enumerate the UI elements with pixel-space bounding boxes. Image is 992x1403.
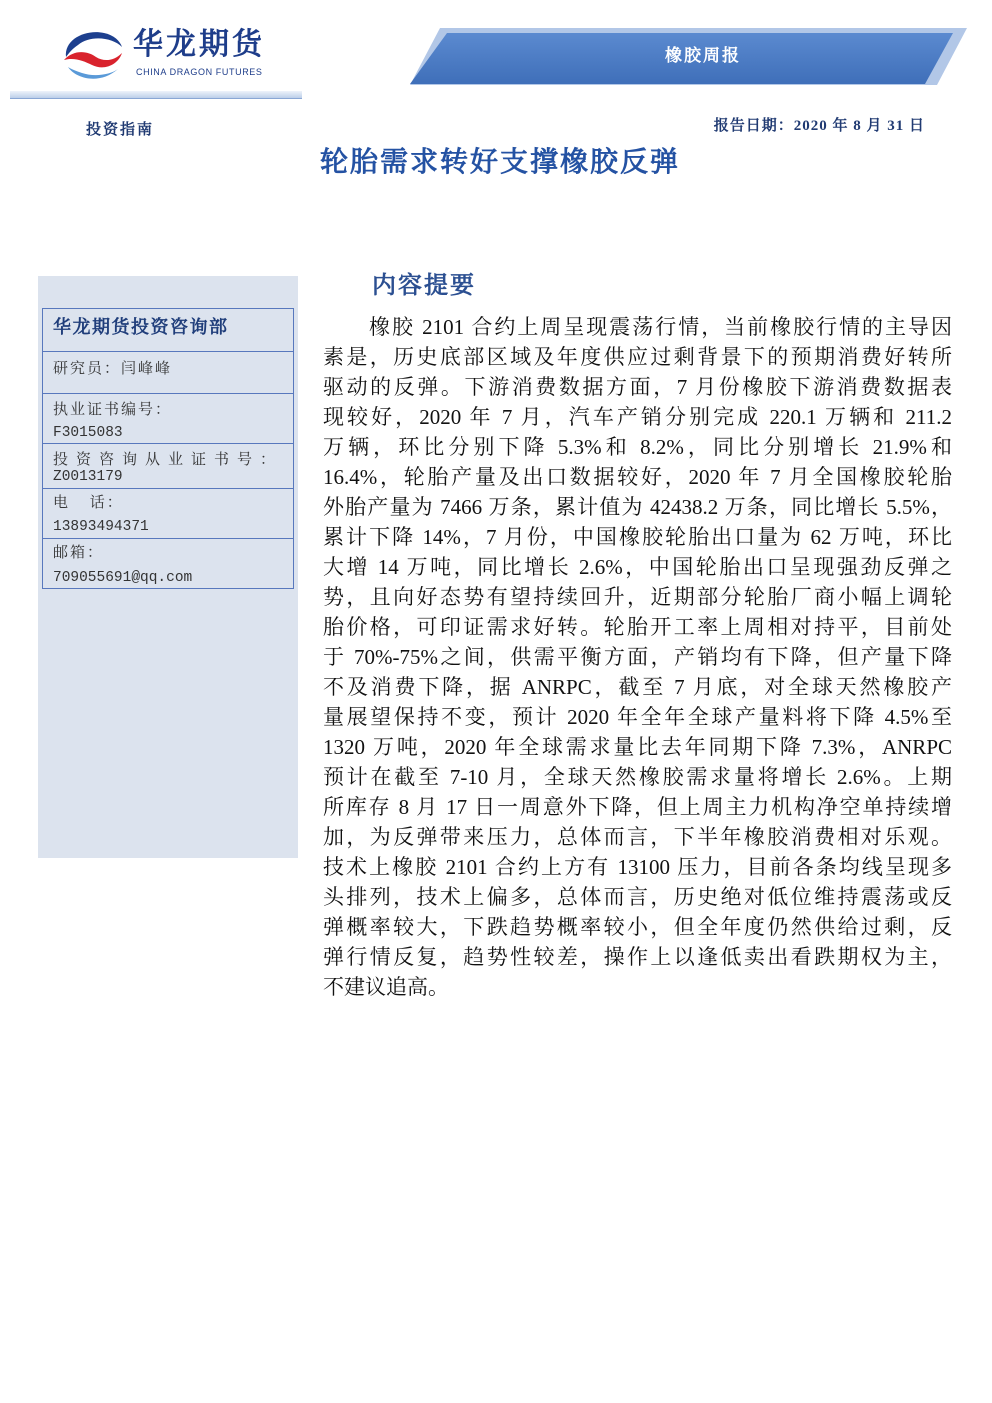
report-title: 轮胎需求转好支撑橡胶反弹 <box>319 147 680 178</box>
email-address: 709055691@qq.com <box>53 570 193 586</box>
summary-line: 于 70%-75%之间，供需平衡方面，产销均有下降，但产量下降 <box>323 645 952 669</box>
logo-red-swoosh <box>64 52 122 67</box>
summary-line: 外胎产量为 7466 万条，累计值为 42438.2 万条，同比增长 5.5%， <box>323 495 952 519</box>
summary-line: 16.4%，轮胎产量及出口数据较好，2020 年 7 月全国橡胶轮胎 <box>323 465 952 489</box>
summary-heading: 内容提要 <box>372 273 476 299</box>
summary-line: 橡胶 2101 合约上周呈现震荡行情，当前橡胶行情的主导因 <box>369 315 952 339</box>
summary-line: 加，为反弹带来压力，总体而言，下半年橡胶消费相对乐观。 <box>323 825 952 849</box>
sidebar-row-department <box>42 308 294 351</box>
summary-line: 1320 万吨，2020 年全球需求量比去年同期下降 7.3%，ANRPC <box>323 735 952 759</box>
summary-line: 弹概率较大，下跌趋势概率较小，但全年度仍然供给过剩，反 <box>323 915 952 939</box>
license-number: F3015083 <box>53 425 123 441</box>
summary-line: 胎价格，可印证需求好转。轮胎开工率上周相对持平，目前处 <box>323 615 952 639</box>
sidebar-row-researcher <box>42 351 294 393</box>
summary-line: 大增 14 万吨，同比增长 2.6%，中国轮胎出口呈现强劲反弹之 <box>323 555 952 579</box>
summary-line: 不及消费下降，据 ANRPC，截至 7 月底，对全球天然橡胶产 <box>323 675 952 699</box>
summary-line: 量展望保持不变，预计 2020 年全年全球产量料将下降 4.5%至 <box>323 705 952 729</box>
license-label: 执业证书编号： <box>53 402 173 418</box>
phone-label: 电 话： <box>53 495 124 511</box>
logo-company-name: 华龙期货 <box>133 28 265 61</box>
summary-line: 素是，历史底部区域及年度供应过剩背景下的预期消费好转所 <box>323 345 952 369</box>
summary-line: 头排列，技术上偏多，总体而言，历史绝对低位维持震荡或反 <box>323 885 952 909</box>
sidebar-row-email <box>42 538 294 589</box>
report-date: 报告日期：2020 年 8 月 31 日 <box>713 118 925 134</box>
advisor-license-number: Z0013179 <box>53 469 123 485</box>
summary-line: 累计下降 14%，7 月份，中国橡胶轮胎出口量为 62 万吨，环比 <box>323 525 952 549</box>
logo-english-name: CHINA DRAGON FUTURES <box>136 67 263 77</box>
summary-line: 势，且向好态势有望持续回升，近期部分轮胎厂商小幅上调轮 <box>323 585 952 609</box>
logo-light-blue-swoosh <box>68 67 118 79</box>
summary-line: 不建议追高。 <box>323 975 449 999</box>
department-name: 华龙期货投资咨询部 <box>53 317 229 337</box>
summary-line: 弹行情反复，趋势性较差，操作上以逢低卖出看跌期权为主， <box>323 945 952 969</box>
phone-number: 13893494371 <box>53 519 149 535</box>
report-type-label: 橡胶周报 <box>665 46 741 65</box>
header-divider <box>10 91 302 99</box>
sidebar-row-phone <box>42 488 294 538</box>
logo-icon <box>60 27 124 83</box>
summary-line: 驱动的反弹。下游消费数据方面，7 月份橡胶下游消费数据表 <box>323 375 952 399</box>
summary-line: 所库存 8 月 17 日一周意外下降，但上周主力机构净空单持续增 <box>323 795 952 819</box>
summary-line: 技术上橡胶 2101 合约上方有 13100 压力，目前各条均线呈现多 <box>323 855 952 879</box>
sidebar-row-advisor-license <box>42 443 294 488</box>
sidebar-row-license <box>42 393 294 443</box>
summary-line: 万辆，环比分别下降 5.3%和 8.2%，同比分别增长 21.9%和 <box>323 435 952 459</box>
advisor-license-label: 投资咨询从业证书号： <box>53 452 284 468</box>
report-category: 投资指南 <box>86 122 155 138</box>
summary-body <box>323 312 952 1002</box>
summary-line: 预计在截至 7-10 月，全球天然橡胶需求量将增长 2.6%。上期 <box>323 765 952 789</box>
summary-line: 现较好，2020 年 7 月，汽车产销分别完成 220.1 万辆和 211.2 <box>323 405 952 429</box>
email-label: 邮箱： <box>53 545 105 561</box>
researcher-name: 研究员：闫峰峰 <box>53 361 173 377</box>
